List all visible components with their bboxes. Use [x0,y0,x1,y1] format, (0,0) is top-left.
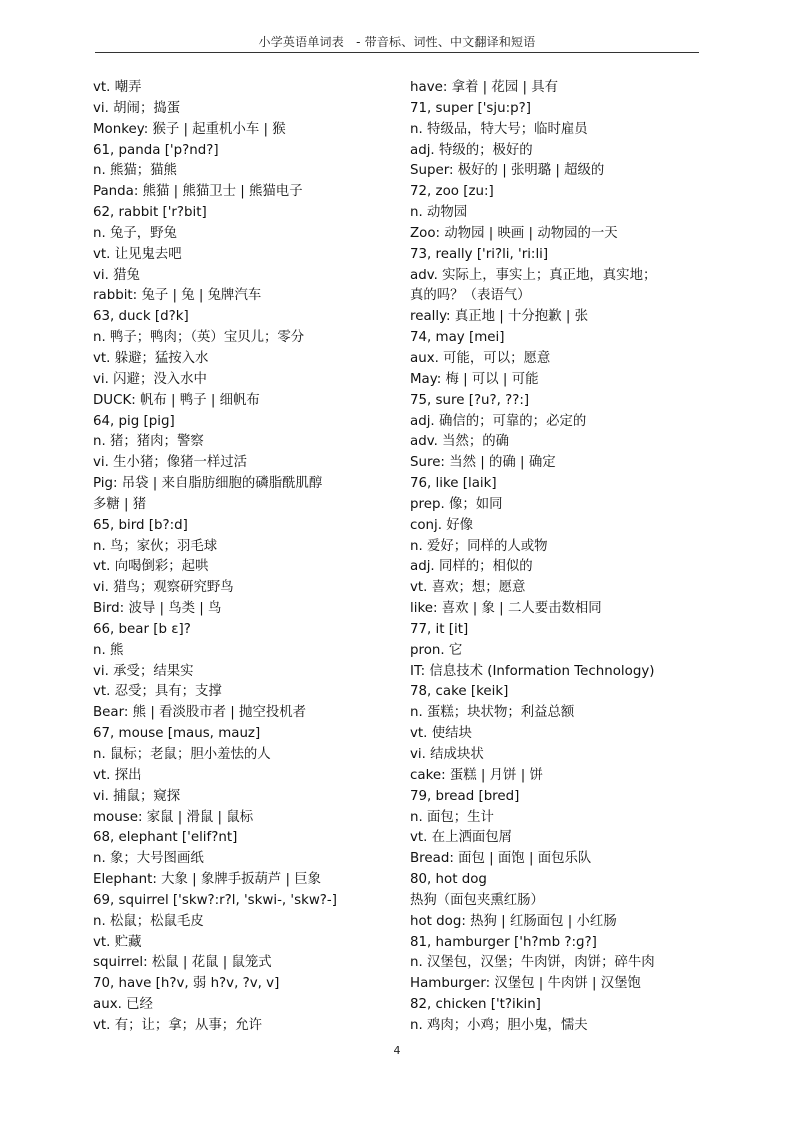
entry-line: 69, squirrel ['skw?:r?l, 'skwi-, 'skw?-] [93,892,337,908]
entry-line: vt. 喜欢；想；愿意 [410,580,526,596]
entry-line: n. 鼠标；老鼠；胆小羞怯的人 [93,747,271,762]
entry-line: 65, bird [b?:d] [93,517,188,533]
entry-line: have: 拿着 | 花园 | 具有 [410,80,559,95]
entry-line: vi. 生小猪；像猪一样过活 [93,455,248,471]
entry-line: mouse: 家鼠 | 滑鼠 | 鼠标 [93,809,254,825]
entry-line: Sure: 当然 | 的确 | 确定 [410,455,556,471]
entry-line: n. 爱好；同样的人或物 [410,538,548,554]
entry-line: Zoo: 动物园 | 映画 | 动物园的一天 [410,225,618,241]
entry-line: vi. 闪避；没入水中 [93,371,207,387]
entry-line: rabbit: 兔子 | 兔 | 兔牌汽车 [93,288,262,304]
entry-line: 62, rabbit ['r?bit] [93,205,207,221]
entry-line: n. 猪；猪肉；警察 [93,434,204,450]
entry-line: Super: 极好的 | 张明璐 | 超级的 [410,163,605,179]
entry-line: Bread: 面包 | 面饱 | 面包乐队 [410,851,592,867]
entry-line: 71, super ['sju:p?] [410,100,531,116]
entry-line: vt. 探出 [93,767,142,783]
entry-line: n. 汉堡包，汉堡；牛肉饼，肉饼；碎牛肉 [410,955,655,971]
entry-line: n. 鸡肉；小鸡；胆小鬼，懦夫 [410,1017,588,1033]
entry-line: vt. 躲避；猛按入水 [93,350,209,366]
entry-line: 73, really ['ri?li, 'ri:li] [410,246,549,262]
entry-line: 63, duck [d?k] [93,309,189,325]
entry-line: n. 象；大号图画纸 [93,851,204,867]
entry-line: aux. 已经 [93,997,153,1013]
entry-line: like: 喜欢 | 象 | 二人要击数相同 [410,601,602,617]
entry-line: vi. 承受；结果实 [93,663,194,679]
entry-line: 75, sure [?u?, ??:] [410,392,530,408]
entry-line: 热狗（面包夹熏红肠） [410,892,544,908]
entry-line: n. 熊猫；猫熊 [93,163,177,179]
entry-line: 70, have [h?v, 弱 h?v, ?v, v] [93,976,280,992]
entry-line: vi. 结成块状 [410,747,484,762]
entry-line: Hamburger: 汉堡包 | 牛肉饼 | 汉堡饱 [410,976,641,992]
entry-line: Bear: 熊 | 看淡股市者 | 抛空投机者 [93,705,307,721]
entry-line: adv. 实际上，事实上；真正地，真实地； [410,267,657,283]
entry-line: 68, elephant ['elif?nt] [93,830,238,846]
entry-line: 80, hot dog [410,872,487,888]
entry-line: vt. 让见鬼去吧 [93,246,182,262]
entry-line: n. 面包；生计 [410,809,494,825]
entry-line: 多糖 | 猪 [93,496,147,512]
entry-line: 82, chicken ['t?ikin] [410,997,541,1013]
entry-line: squirrel: 松鼠 | 花鼠 | 鼠笼式 [93,955,272,971]
entry-line: Panda: 熊猫 | 熊猫卫士 | 熊猫电子 [93,184,303,200]
page-header: 小学英语单词表 - 带音标、词性、中文翻译和短语 [258,35,536,49]
entry-line: adv. 当然；的确 [410,434,510,450]
entry-line: vt. 嘲弄 [93,80,142,95]
entry-line: vt. 忍受；具有；支撑 [93,684,222,700]
entry-line: vt. 向喝倒彩；起哄 [93,559,209,575]
entry-line: vt. 贮藏 [93,934,142,950]
entry-line: 77, it [it] [410,621,469,637]
entry-line: vt. 有；让；拿；从事；允许 [93,1017,262,1033]
entry-line: n. 蛋糕；块状物；利益总额 [410,705,575,721]
page-number: 4 [393,1044,401,1057]
entry-line: n. 松鼠；松鼠毛皮 [93,913,204,929]
entry-line: n. 鸟；家伙；羽毛球 [93,538,218,554]
entry-line: cake: 蛋糕 | 月饼 | 饼 [410,767,543,783]
entry-line: pron. 它 [410,642,463,658]
entry-line: vt. 在上洒面包屑 [410,830,513,846]
entry-line: n. 动物园 [410,205,468,221]
entry-line: 81, hamburger ['h?mb ?:ɡ?] [410,934,597,950]
entry-line: 64, pig [piɡ] [93,413,175,429]
entry-line: 61, panda ['p?nd?] [93,142,219,158]
entry-line: May: 梅 | 可以 | 可能 [410,371,539,387]
entry-line: aux. 可能，可以；愿意 [410,350,551,366]
entry-line: adj. 特级的；极好的 [410,142,533,158]
entry-line: 78, cake [keik] [410,684,509,700]
entry-line: vi. 捕鼠；窥探 [93,788,181,804]
entry-line: 真的吗？（表语气） [410,288,531,304]
header-divider [95,52,699,53]
left-column [93,78,393,1037]
entry-line: prep. 像；如同 [410,496,503,512]
entry-line: Elephant: 大象 | 象牌手扳葫芦 | 巨象 [93,872,322,888]
entry-line: DUCK: 帆布 | 鸭子 | 细帆布 [93,392,260,408]
entry-line: IT: 信息技术 (Information Technology) [410,663,655,679]
entry-line: 76, like [laik] [410,476,497,492]
entry-line: n. 鸭子；鸭肉；（英）宝贝儿；零分 [93,330,305,346]
entry-line: conj. 好像 [410,517,474,533]
entry-line: 74, may [mei] [410,330,505,346]
entry-line: hot dog: 热狗 | 红肠面包 | 小红肠 [410,913,617,929]
entry-line: vi. 猎兔 [93,267,140,283]
entry-line: Monkey: 猴子 | 起重机小车 | 猴 [93,121,286,137]
entry-line: 66, bear [b ε]? [93,621,191,637]
entry-line: n. 熊 [93,642,124,658]
entry-line: n. 兔子，野兔 [93,225,177,241]
entry-line: vi. 胡闹；捣蛋 [93,100,181,116]
entry-line: 67, mouse [maus, mauz] [93,726,261,742]
entry-line: really: 真正地 | 十分抱歉 | 张 [410,309,588,325]
entry-line: 72, zoo [zu:] [410,184,494,200]
entry-line: Bird: 波导 | 鸟类 | 鸟 [93,601,222,617]
right-column [410,78,710,1037]
entry-line: Pig: 吊袋 | 来自脂肪细胞的磷脂酰肌醇 [93,476,323,492]
entry-line: adj. 确信的；可靠的；必定的 [410,413,587,429]
entry-line: vt. 使结块 [410,726,472,742]
entry-line: n. 特级品，特大号；临时雇员 [410,121,588,137]
entry-line: vi. 猎鸟；观察研究野鸟 [93,580,234,596]
entry-line: adj. 同样的；相似的 [410,559,533,575]
entry-line: 79, bread [bred] [410,788,520,804]
